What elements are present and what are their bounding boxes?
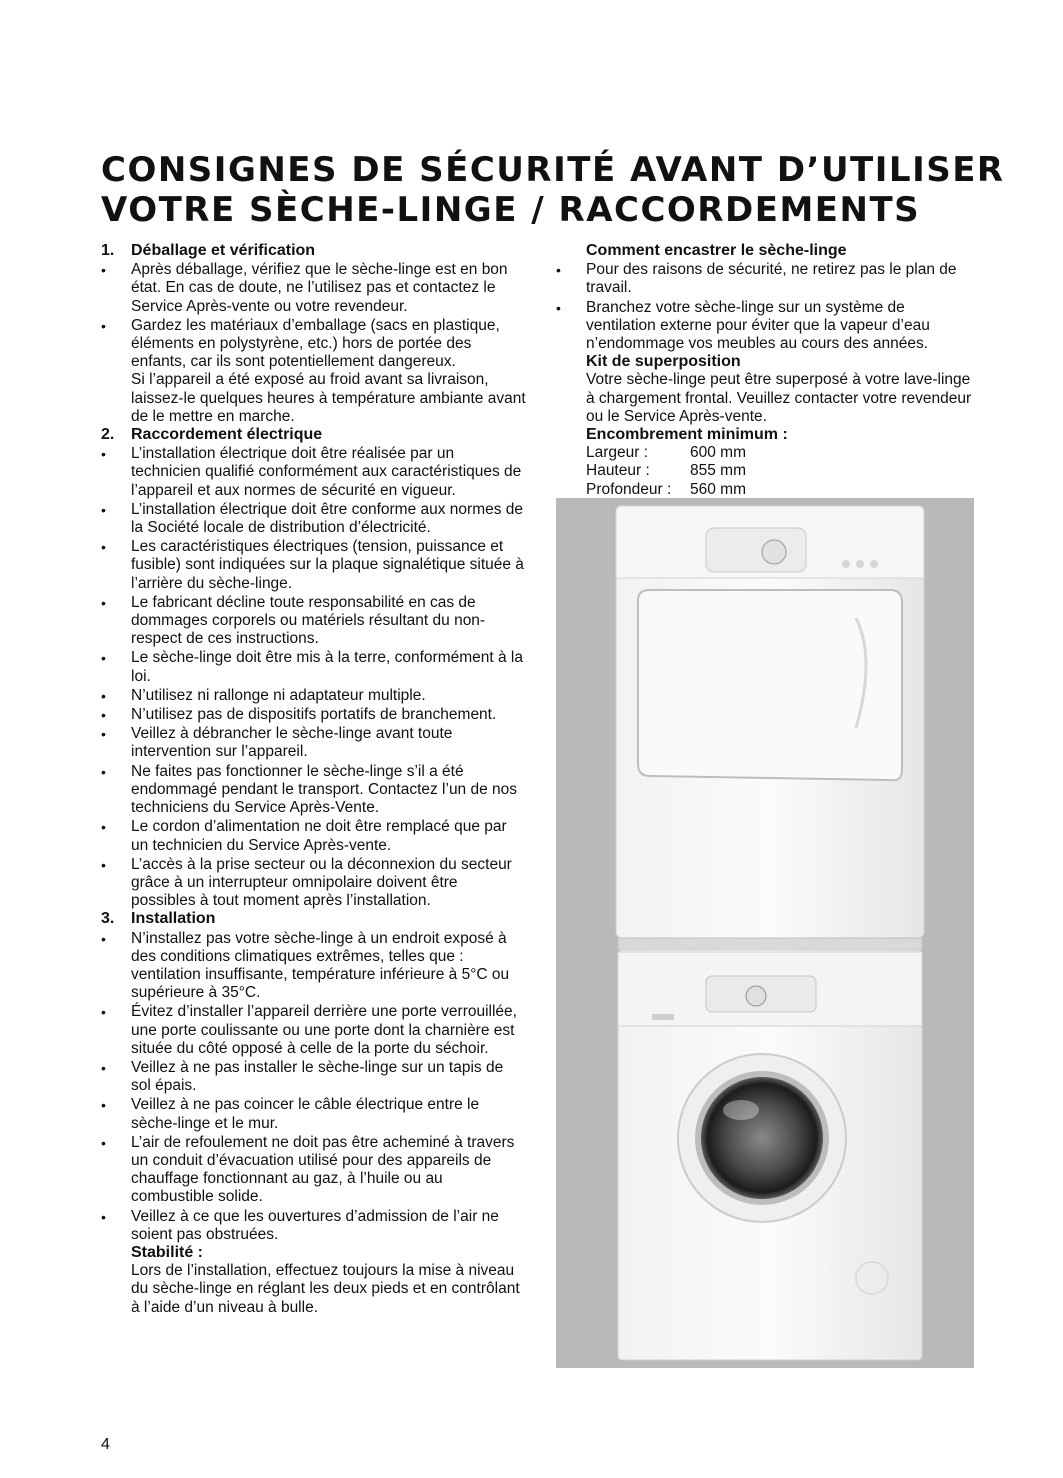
list-item: • L’accès à la prise secteur ou la déconnexion du secteur grâce à un interrupteur omnipolaire doivent être possibles à tout moment après l’installation. [101,855,512,910]
dimension-row-depth: Profondeur : 560 mm [586,480,746,498]
builtin-heading: Comment encastrer le sèche-linge [586,242,847,259]
bullet-icon: • [101,594,106,611]
section-title: Raccordement électrique [131,426,323,444]
dimensions-heading: Encombrement minimum : [586,426,788,444]
stacking-kit-text: Votre sèche-linge peut être superposé à votre lave-linge à chargement frontal. Veuillez contacter votre revendeur ou le Service Après-vente. [586,371,972,425]
bullet-icon: • [101,1059,106,1076]
list-item: • N’utilisez ni rallonge ni adaptateur multiple. [101,686,426,704]
section-title: Installation [131,910,216,928]
list-item: • Évitez d’installer l’appareil derrière une porte verrouillée, une porte coulissante ou une porte dont la charnière est située du côté opposé à celle de la porte du séchoir. [101,1003,517,1057]
dimensions-list [586,444,976,499]
bullet-icon: • [101,930,106,947]
stability-text: Lors de l’installation, effectuez toujours la mise à niveau du sèche-linge en réglant les deux pieds et en contrôlant à l’aide d’un niveau à bulle. [131,1262,520,1316]
section-number: 2. [101,426,115,444]
list-item: • Après déballage, vérifiez que le sèche-linge est en bon état. En cas de doute, ne l’utilisez pas et contactez le Service Après-vente ou votre revendeur. [101,261,508,315]
list-item: • N’installez pas votre sèche-linge à un endroit exposé à des conditions climatiques extrêmes, telles que : ventilation insuffisante, température inférieure à 5°C ou supérieure à 35°C. [101,929,510,1002]
section-title: Déballage et vérification [131,242,316,259]
section-number: 3. [101,910,115,928]
bullet-icon: • [101,707,106,724]
list-item: • Les caractéristiques électriques (tension, puissance et fusible) sont indiquées sur la plaque signalétique située à l’arrière du sèche-linge. [101,538,524,592]
title-line-2: VOTRE SÈCHE-LINGE / RACCORDEMENTS [101,190,921,230]
dryer-washer-illustration [556,498,974,1368]
bullet-icon: • [101,856,106,873]
title-line-1: CONSIGNES DE SÉCURITÉ AVANT D’UTILISER [101,150,1005,190]
list-item: • Le cordon d’alimentation ne doit être remplacé que par un technicien du Service Après-vente. [101,818,507,854]
note-text: Si l’appareil a été exposé au froid avant sa livraison, laissez-le quelques heures à température ambiante avant de le mettre en marche. [131,371,526,425]
dryer-unit [616,506,924,938]
list-item: • Veillez à ce que les ouvertures d’admission de l’air ne soient pas obstruées. [101,1207,499,1243]
bullet-icon: • [101,650,106,667]
list-item: • Ne faites pas fonctionner le sèche-linge s’il a été endommagé pendant le transport. Contactez l’un de nos techniciens du Service Après-Vente. [101,762,518,817]
list-item: • Veillez à ne pas coincer le câble électrique entre le sèche-linge et le mur. [101,1096,480,1132]
bullet-icon: • [101,763,106,780]
list-item: • Veillez à débrancher le sèche-linge avant toute intervention sur l’appareil. [101,725,453,761]
bullet-icon: • [556,299,561,316]
bullet-icon: • [101,501,106,518]
bullet-icon: • [101,1134,106,1151]
section-heading-unpacking [101,242,526,260]
dimension-row-width: Largeur : 600 mm [586,444,746,462]
bullet-icon: • [101,262,106,279]
dimension-row-height: Hauteur : 855 mm [586,462,746,480]
section-number: 1. [101,242,115,259]
list-item: • Pour des raisons de sécurité, ne retirez pas le plan de travail. [556,261,957,297]
bullet-icon: • [101,539,106,556]
list-item: • Le fabricant décline toute responsabilité en cas de dommages corporels ou matériels résultant du non-respect de ces instructions. [101,593,486,648]
list-item: • Le sèche-linge doit être mis à la terre, conformément à la loi. [101,649,523,685]
list-item: • Gardez les matériaux d’emballage (sacs en plastique, éléments en polystyrène, etc.) hors de portée des enfants, car ils sont potentiellement dangereux. [101,316,500,371]
bullet-icon: • [101,726,106,743]
list-item: • Veillez à ne pas installer le sèche-linge sur un tapis de sol épais. [101,1058,504,1095]
list-item: • L’installation électrique doit être conforme aux normes de la Société locale de distribution d’électricité. [101,500,524,537]
stacked-appliances-photo [556,498,974,1368]
bullet-icon: • [101,1097,106,1114]
left-column [101,242,526,1317]
bullet-icon: • [101,317,106,334]
stacking-kit-heading: Kit de superposition [586,353,741,371]
section-heading-installation [101,910,526,928]
list-item: • Branchez votre sèche-linge sur un système de ventilation externe pour éviter que la vapeur d’eau n’endommage vos meubles au cours des années. [556,298,930,353]
right-column [556,242,976,499]
bullet-icon: • [101,687,106,704]
list-item: • L’installation électrique doit être réalisée par un technicien qualifié conformément aux caractéristiques de l’appareil et aux normes de sécurité en vigueur. [101,445,522,499]
list-item: • N’utilisez pas de dispositifs portatifs de branchement. [101,706,497,724]
stability-heading: Stabilité : [131,1243,204,1261]
bullet-icon: • [101,1004,106,1021]
page-number: 4 [101,1436,110,1453]
bullet-icon: • [556,262,561,279]
page-title [101,150,1005,230]
washing-machine-unit [618,950,922,1360]
section-heading-electrical [101,426,526,444]
list-item: • L’air de refoulement ne doit pas être acheminé à travers un conduit d’évacuation utilisé pour des appareils de chauffage fonctionnant au gaz, à l’huile ou au combustible solide. [101,1133,515,1206]
bullet-icon: • [101,446,106,463]
bullet-icon: • [101,819,106,836]
bullet-icon: • [101,1208,106,1225]
